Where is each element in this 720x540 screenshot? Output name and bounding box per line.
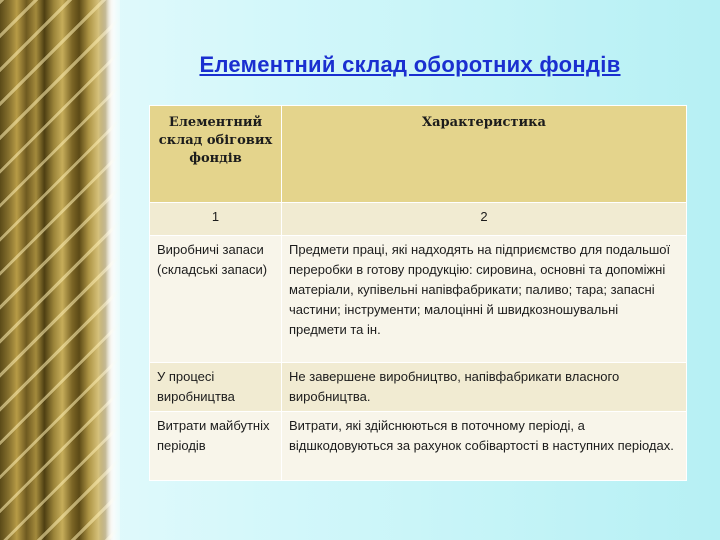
column-number-1: 1 [150,203,282,236]
table-row [150,236,687,363]
decorative-left-border [0,0,120,540]
header-characteristic: Характеристика [282,106,687,203]
slide-title: Елементний склад оборотних фондів [199,52,621,77]
row-element-cell: Витрати майбутніх періодів [150,412,282,481]
row-element-cell: У процесі виробництва [150,363,282,412]
table-row [150,363,687,412]
composition-table [149,105,687,481]
column-number-2: 2 [282,203,687,236]
row-description-cell: Предмети праці, які надходять на підприємство для подальшої переробки в готову продукцію: сировина, основні та допоміжні матеріали, купівельні напівфабрикати; паливо; тара; запасні частини; інструменти; малоцінні й швидкозношувальні предмети та ін. [282,236,687,363]
table-header-row [150,106,687,203]
table-row [150,412,687,481]
row-description-cell: Витрати, які здійснюються в поточному періоді, а відшкодовуються за рахунок собівартості в наступних періодах. [282,412,687,481]
table-number-row [150,203,687,236]
row-description-cell: Не завершене виробництво, напівфабрикати власного виробництва. [282,363,687,412]
row-element-cell: Виробничі запаси (складські запаси) [150,236,282,363]
header-element-composition: Елементний склад обігових фондів [150,106,282,203]
